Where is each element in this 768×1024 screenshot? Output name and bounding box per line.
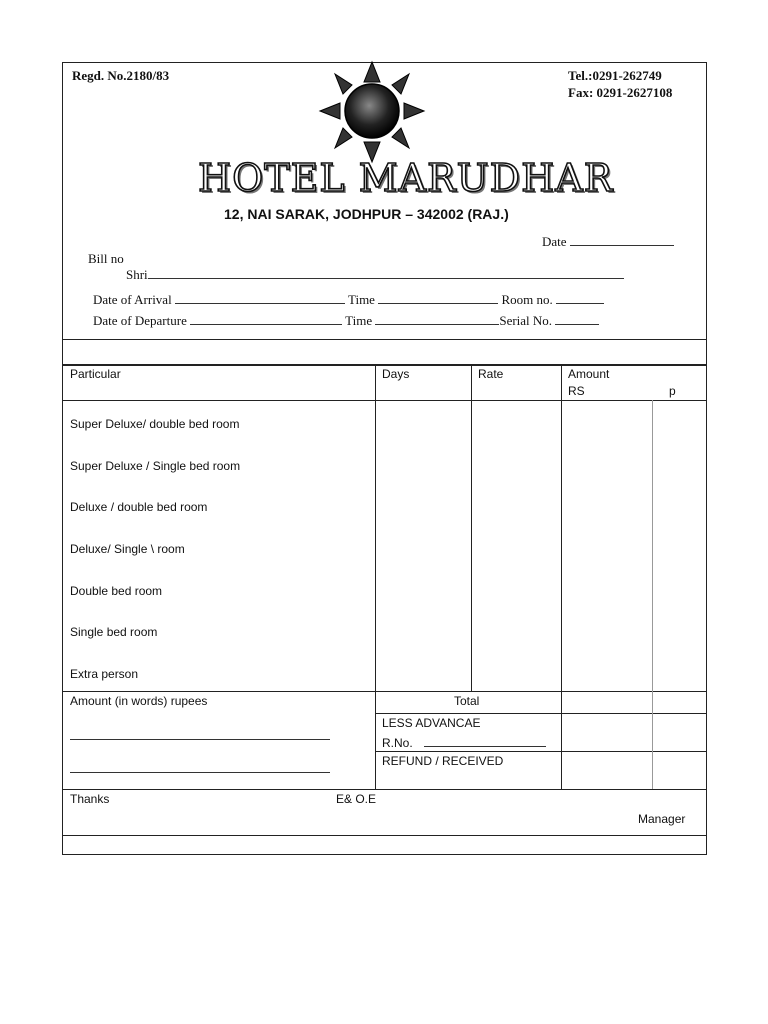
departure-time-field[interactable] — [375, 312, 499, 325]
row-deluxe-double: Deluxe / double bed room — [70, 500, 208, 514]
arrival-row — [93, 291, 604, 308]
row-super-deluxe-single: Super Deluxe / Single bed room — [70, 459, 241, 473]
header-rs: RS — [568, 384, 585, 398]
errors-omissions-text: E& O.E — [336, 792, 377, 806]
advance-bottom-border — [375, 751, 706, 752]
departure-label: Date of Departure — [93, 313, 187, 328]
row-extra-person: Extra person — [70, 667, 139, 681]
row-single-bed: Single bed room — [70, 625, 158, 639]
telephone: Tel.:0291-262749 — [568, 68, 662, 83]
bill-no-label: Bill no — [88, 251, 124, 266]
header-amount: Amount — [568, 367, 610, 381]
table-top-border — [62, 364, 707, 366]
row-double-bed: Double bed room — [70, 584, 163, 598]
regd-number: Regd. No.2180/83 — [72, 68, 170, 83]
total-bottom-border — [375, 713, 706, 714]
departure-time-label: Time — [345, 313, 373, 328]
manager-signature-label: Manager — [638, 812, 686, 826]
amount-words-line-1[interactable] — [70, 739, 330, 740]
date-field[interactable] — [542, 233, 674, 250]
col-divider-rate — [471, 364, 472, 691]
arrival-label: Date of Arrival — [93, 292, 172, 307]
hotel-name: HOTEL MARUDHAR — [198, 156, 614, 200]
refund-received-label: REFUND / RECEIVED — [382, 754, 504, 768]
sun-icon — [318, 60, 426, 164]
departure-row — [93, 312, 599, 329]
rows-bottom-border — [62, 691, 706, 692]
shri-field[interactable] — [126, 266, 624, 283]
col-divider-amount — [561, 364, 562, 789]
arrival-date-field[interactable] — [175, 291, 345, 304]
thanks-text: Thanks — [70, 792, 110, 806]
fax: Fax: 0291-2627108 — [568, 85, 673, 100]
room-no-field[interactable] — [556, 291, 604, 304]
departure-date-field[interactable] — [190, 312, 342, 325]
shri-label: Shri — [126, 267, 148, 282]
header-bottom-border — [62, 400, 706, 401]
total-label: Total — [454, 694, 480, 708]
col-divider-days — [375, 364, 376, 789]
room-no-label: Room no. — [501, 292, 553, 307]
header-particular: Particular — [70, 367, 121, 381]
divider — [62, 339, 707, 340]
footer-bottom-border — [62, 835, 707, 836]
date-label: Date — [542, 234, 567, 249]
row-deluxe-single: Deluxe/ Single \ room — [70, 542, 185, 556]
less-advance-label: LESS ADVANCAE — [382, 716, 481, 730]
arrival-time-field[interactable] — [378, 291, 498, 304]
amount-in-words-label: Amount (in words) rupees — [70, 694, 208, 708]
summary-bottom-border — [62, 789, 706, 790]
hotel-address: 12, NAI SARAK, JODHPUR – 342002 (RAJ.) — [224, 206, 509, 222]
col-divider-paise — [652, 400, 653, 789]
header-days: Days — [382, 367, 410, 381]
arrival-time-label: Time — [347, 292, 375, 307]
receipt-no-label: R.No. — [382, 736, 413, 750]
row-super-deluxe-double: Super Deluxe/ double bed room — [70, 417, 240, 431]
serial-no-field[interactable] — [555, 312, 599, 325]
header-paise: p — [669, 384, 676, 398]
receipt-no-field[interactable] — [382, 734, 546, 750]
header-rate: Rate — [478, 367, 504, 381]
amount-words-line-2[interactable] — [70, 772, 330, 773]
serial-no-label: Serial No. — [499, 313, 553, 328]
